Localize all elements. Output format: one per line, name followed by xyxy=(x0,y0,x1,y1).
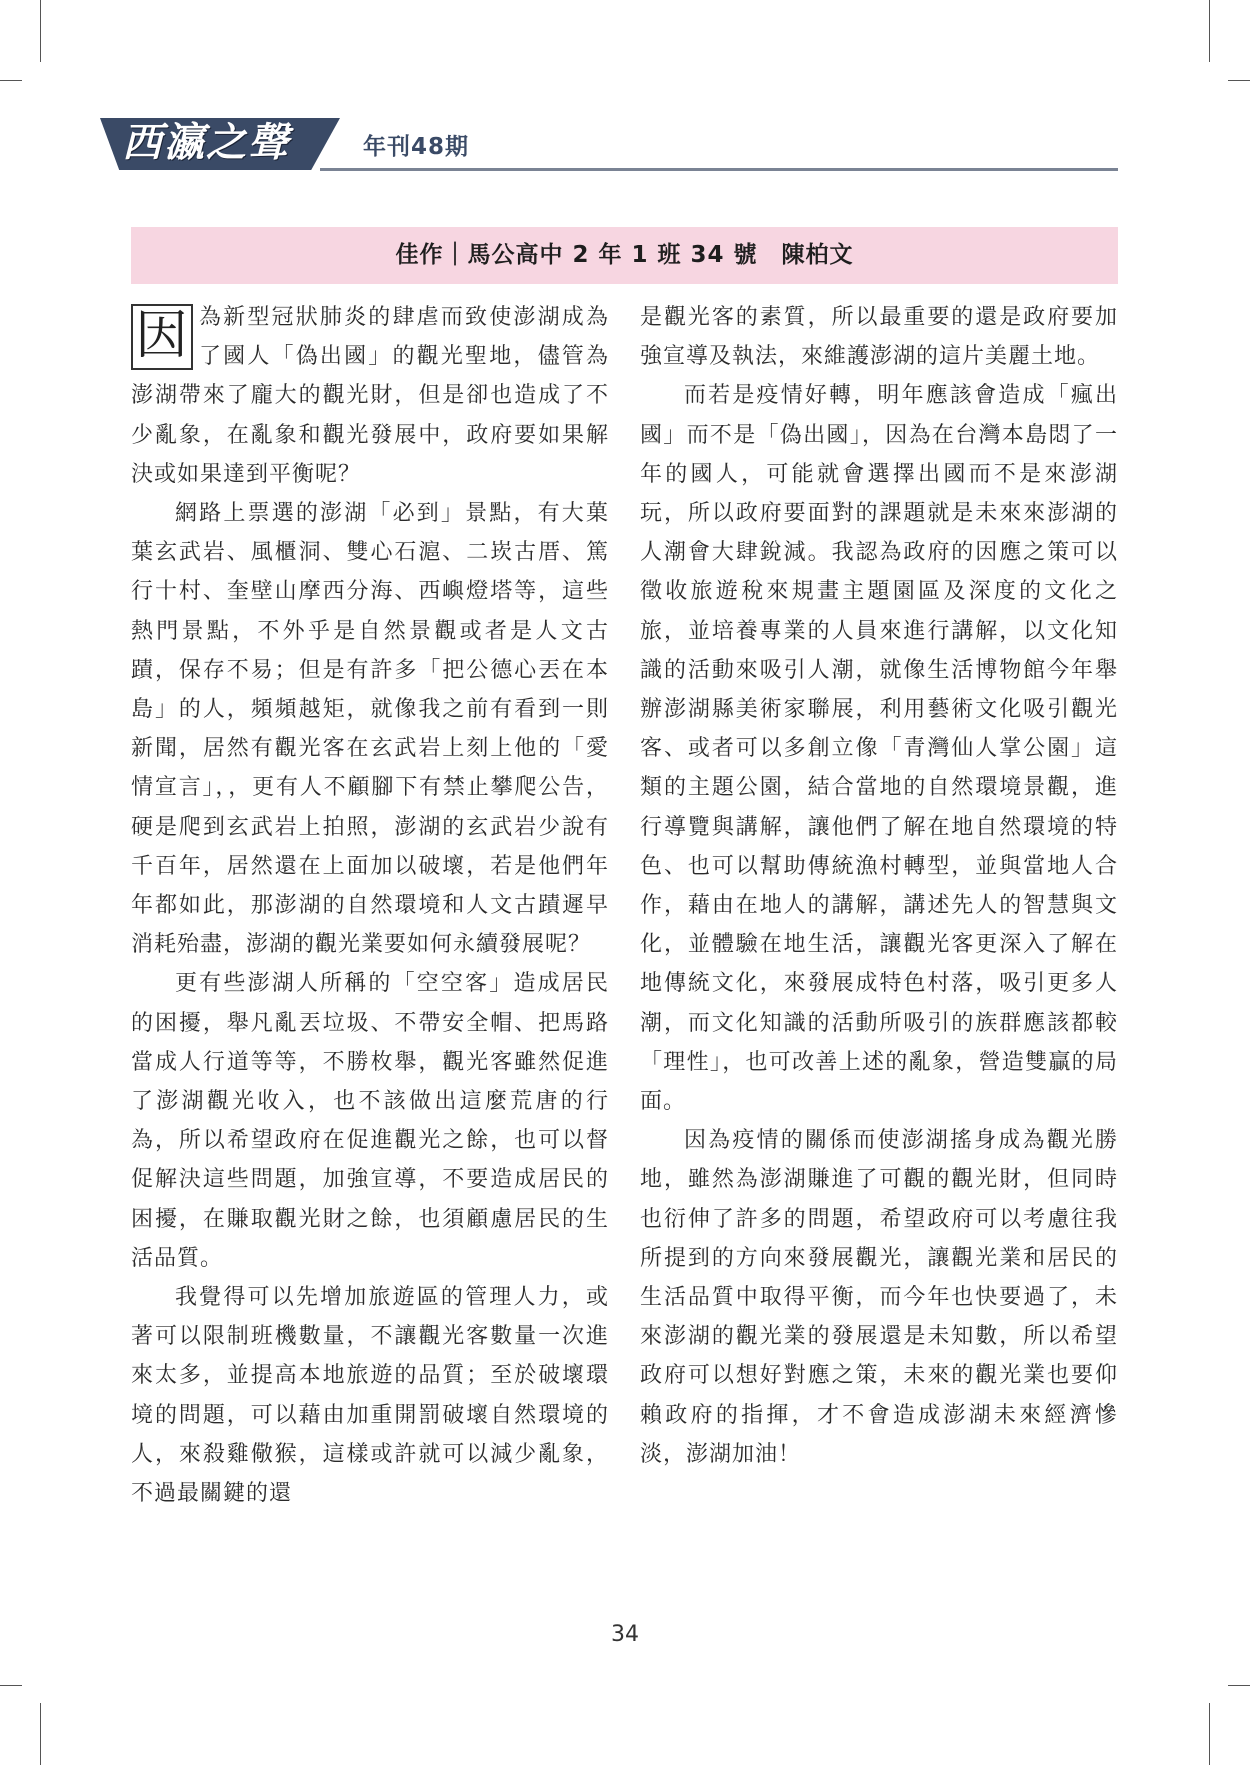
crop-mark-bottom-left-v xyxy=(40,1703,41,1765)
crop-mark-top-left-v xyxy=(40,0,41,62)
crop-mark-top-left-h xyxy=(0,80,22,81)
article-paragraph: 更有些澎湖人所稱的「空空客」造成居民的困擾，舉凡亂丟垃圾、不帶安全帽、把馬路當成人行道等等，不勝枚舉，觀光客雖然促進了澎湖觀光收入，也不該做出這麼荒唐的行為，所以希望政府在促進觀光之餘，也可以督促解決這些問題，加強宣導，不要造成居民的困擾，在賺取觀光財之餘，也須顧慮居民的生活品質。 xyxy=(131,971,609,1271)
crop-mark-bottom-right-h xyxy=(1228,1685,1250,1686)
article-column-left xyxy=(131,298,609,1513)
article-paragraph: 而若是疫情好轉，明年應該會造成「瘋出國」而不是「偽出國」，因為在台灣本島悶了一年的國人，可能就會選擇出國而不是來澎湖玩，所以政府要面對的課題就是未來來澎湖的人潮會大肆銳減。我認為政府的因應之策可以徵收旅遊稅來規畫主題園區及深度的文化之旅，並培養專業的人員來進行講解，以文化知識的活動來吸引人潮，就像生活博物館今年舉辦澎湖縣美術家聯展，利用藝術文化吸引觀光客、或者可以多創立像「青灣仙人掌公園」這類的主題公園，結合當地的自然環境景觀，進行導覽與講解，讓他們了解在地自然環境的特色、也可以幫助傳統漁村轉型，並與當地人合作，藉由在地人的講解，講述先人的智慧與文化，並體驗在地生活，讓觀光客更深入了解在地傳統文化，來發展成特色村落，吸引更多人潮，而文化知識的活動所吸引的族群應該都較「理性」，也可改善上述的亂象，營造雙贏的局面。 xyxy=(640,383,1118,1115)
crop-mark-bottom-left-h xyxy=(0,1685,22,1686)
drop-cap: 因 xyxy=(131,304,193,370)
article-paragraph xyxy=(131,298,609,494)
publication-logo: 西瀛之聲 xyxy=(122,119,290,166)
page-number: 34 xyxy=(611,1622,639,1647)
article-column-right xyxy=(640,298,1118,1474)
author-byline: 佳作｜馬公高中 2 年 1 班 34 號 陳柏文 xyxy=(131,227,1118,284)
article-paragraph: 我覺得可以先增加旅遊區的管理人力，或著可以限制班機數量，不讓觀光客數量一次進來太多，並提高本地旅遊的品質；至於破壞環境的問題，可以藉由加重開罰破壞自然環境的人，來殺雞儆猴，這樣或許就可以減少亂象，不過最關鍵的還 xyxy=(131,1285,609,1507)
crop-mark-top-right-h xyxy=(1228,80,1250,81)
article-paragraph: 是觀光客的素質，所以最重要的還是政府要加強宣導及執法，來維護澎湖的這片美麗土地。 xyxy=(640,305,1118,370)
crop-mark-bottom-right-v xyxy=(1209,1703,1210,1765)
header-divider xyxy=(320,168,1118,171)
article-paragraph: 網路上票選的澎湖「必到」景點，有大菓葉玄武岩、風櫃洞、雙心石滬、二崁古厝、篤行十村、奎壁山摩西分海、西嶼燈塔等，這些熱門景點，不外乎是自然景觀或者是人文古蹟，保存不易；但是有許多「把公德心丟在本島」的人，頻頻越矩，就像我之前有看到一則新聞，居然有觀光客在玄武岩上刻上他的「愛情宣言」，，更有人不顧腳下有禁止攀爬公告，硬是爬到玄武岩上拍照，澎湖的玄武岩少說有千百年，居然還在上面加以破壞，若是他們年年都如此，那澎湖的自然環境和人文古蹟遲早消耗殆盡，澎湖的觀光業要如何永續發展呢？ xyxy=(131,501,609,958)
issue-label: 年刊48期 xyxy=(363,134,470,160)
article-paragraph: 因為疫情的關係而使澎湖搖身成為觀光勝地，雖然為澎湖賺進了可觀的觀光財，但同時也衍伸了許多的問題，希望政府可以考慮往我所提到的方向來發展觀光，讓觀光業和居民的生活品質中取得平衡，而今年也快要過了，未來澎湖的觀光業的發展還是未知數，所以希望政府可以想好對應之策，未來的觀光業也要仰賴政府的指揮，才不會造成澎湖未來經濟慘淡，澎湖加油！ xyxy=(640,1128,1118,1467)
crop-mark-top-right-v xyxy=(1209,0,1210,62)
paragraph-text: 為新型冠狀肺炎的肆虐而致使澎湖成為了國人「偽出國」的觀光聖地，儘管為澎湖帶來了龐大的觀光財，但是卻也造成了不少亂象，在亂象和觀光發展中，政府要如果解決或如果達到平衡呢？ xyxy=(131,305,609,487)
